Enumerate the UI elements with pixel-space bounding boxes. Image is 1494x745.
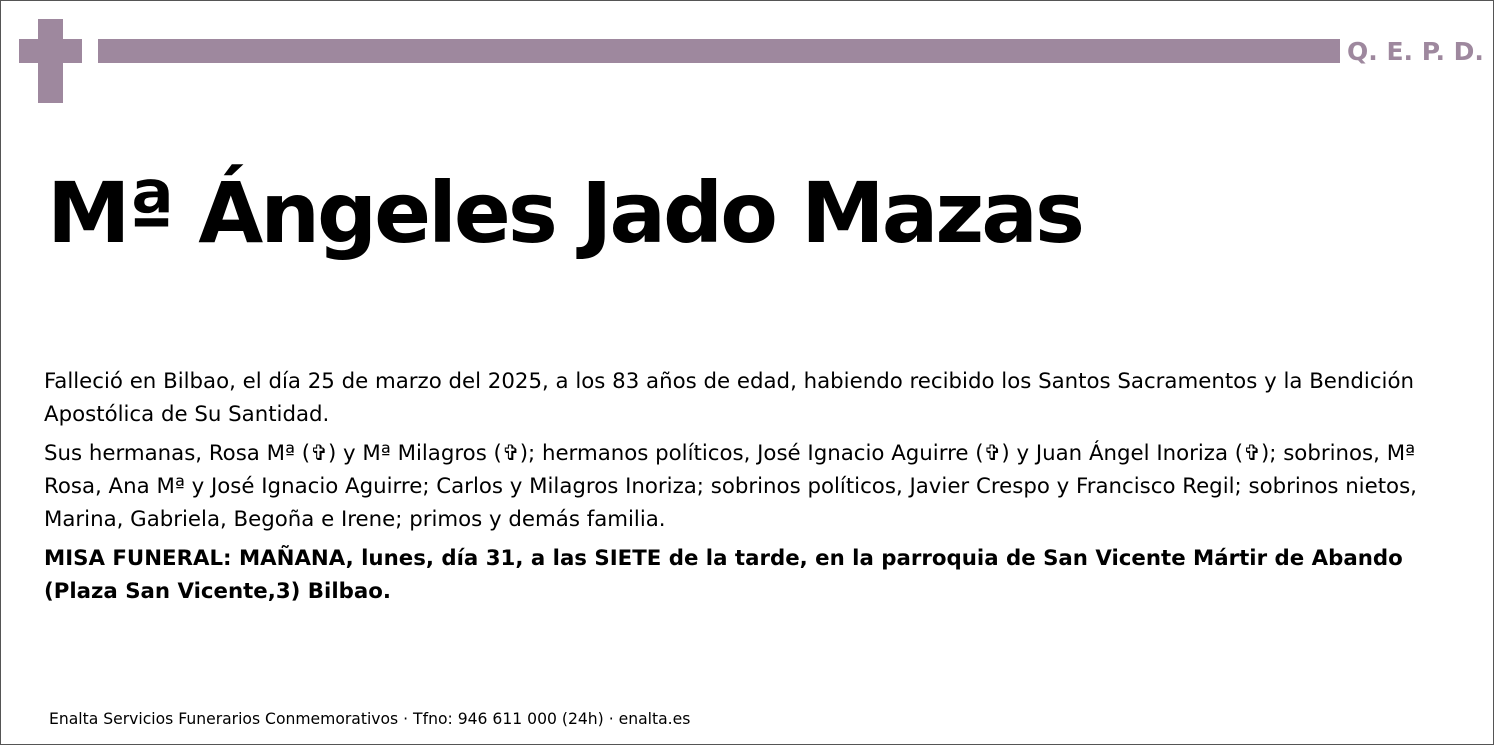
family-paragraph: Sus hermanas, Rosa Mª (✞) y Mª Milagros (✞); hermanos políticos, José Ignacio Aguirre (✞) y Juan Ángel Inoriza (✞); sobrinos, Mª Rosa, Ana Mª y José Ignacio Aguirre; Carlos y Milagros Inoriza; sobrinos políticos, Javier Crespo y Francisco Regil; sobrinos nietos, Marina, Gabriela, Begoña e Irene; primos y demás familia.: [44, 441, 1417, 532]
qepd-label: Q. E. P. D.: [1347, 37, 1484, 66]
funeral-home-footer: Enalta Servicios Funerarios Conmemorativos · Tfno: 946 611 000 (24h) · enalta.es: [49, 710, 691, 728]
deceased-name: Mª Ángeles Jado Mazas: [47, 164, 1082, 262]
header-rule: [98, 39, 1340, 63]
cross-horizontal-bar: [19, 39, 82, 63]
death-paragraph: Falleció en Bilbao, el día 25 de marzo del 2025, a los 83 años de edad, habiendo recibido los Santos Sacramentos y la Bendición Apostólica de Su Santidad.: [44, 369, 1414, 427]
notice-body: [44, 365, 1454, 614]
funeral-paragraph: MISA FUNERAL: MAÑANA, lunes, día 31, a las SIETE de la tarde, en la parroquia de San Vicente Mártir de Abando (Plaza San Vicente,3) Bilbao.: [44, 546, 1403, 604]
